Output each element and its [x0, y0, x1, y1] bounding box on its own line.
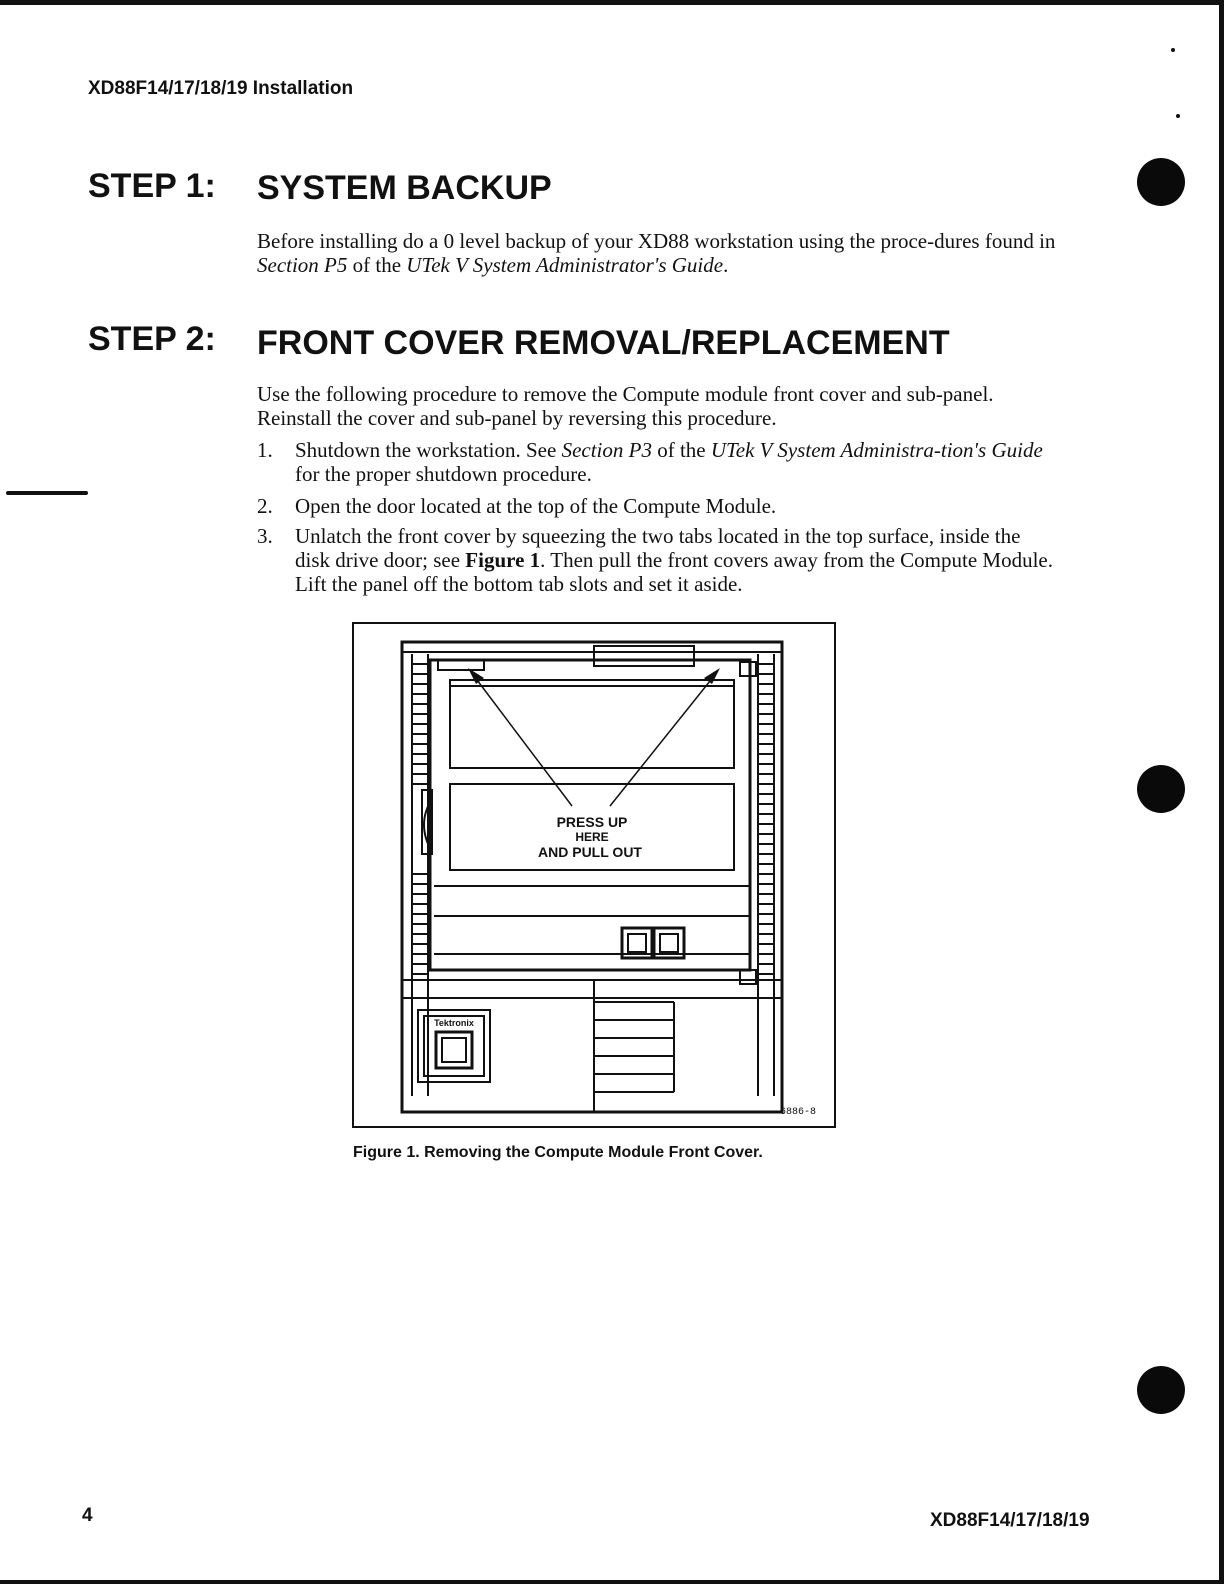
step1-label: STEP 1: [88, 167, 216, 205]
binder-hole [1137, 158, 1185, 206]
running-foot: XD88F14/17/18/19 [930, 1510, 1090, 1531]
figure-caption: Figure 1. Removing the Compute Module Front Cover. [353, 1144, 763, 1161]
arrow-head [704, 668, 720, 684]
step2-label: STEP 2: [88, 320, 216, 358]
page-number: 4 [82, 1505, 93, 1526]
step2-title: FRONT COVER REMOVAL/REPLACEMENT [257, 324, 950, 362]
margin-change-bar [6, 491, 88, 495]
step1-title: SYSTEM BACKUP [257, 169, 552, 207]
running-head: XD88F14/17/18/19 Installation [88, 78, 354, 99]
figure-label-line3: AND PULL OUT [538, 844, 642, 860]
compute-module-illustration [354, 624, 838, 1130]
page-border-bottom [0, 1580, 1224, 1584]
figure-label-line1: PRESS UP [556, 814, 628, 830]
figure-code: 6886-8 [779, 1107, 817, 1118]
figure-label-line2: HERE [575, 830, 609, 844]
binder-hole [1137, 1366, 1185, 1414]
speck-mark [1171, 48, 1175, 52]
figure-1 [352, 622, 836, 1128]
tektronix-badge-text: Tektronix [434, 1018, 474, 1028]
step1-body: Before installing do a 0 level backup of your XD88 workstation using the proce-dures found in Section P5 of the UTek V System Administrator's Guide. [257, 229, 1056, 277]
binder-hole [1137, 765, 1185, 813]
page-border-top [0, 0, 1224, 5]
speck-mark [1176, 114, 1180, 118]
step2-intro: Use the following procedure to remove the Compute module front cover and sub-panel. Reinstall the cover and sub-panel by reversing this procedure. [257, 382, 994, 430]
page-border-right [1219, 0, 1224, 1584]
